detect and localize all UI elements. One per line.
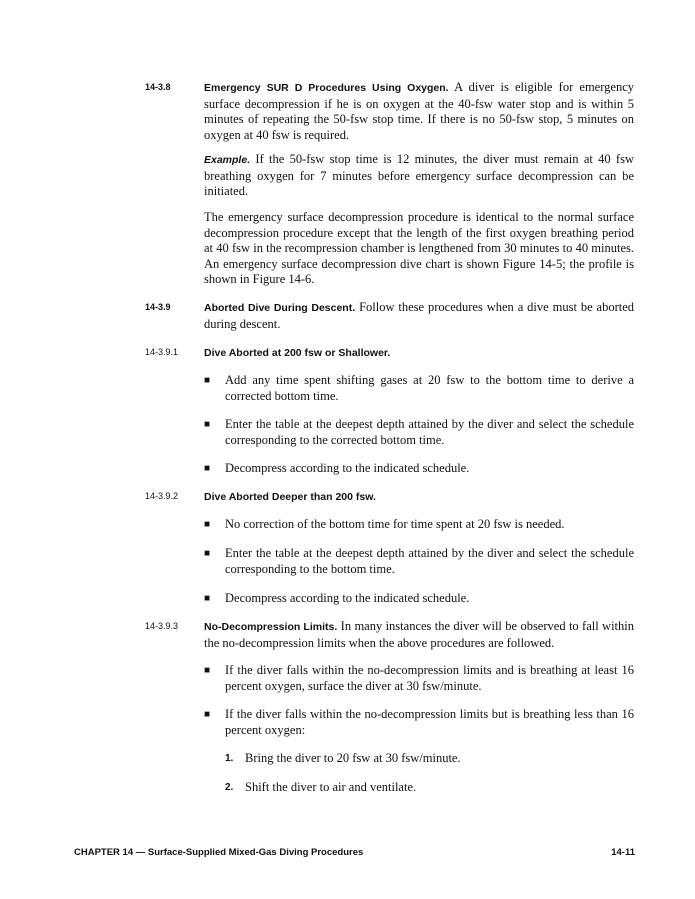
list-item: Add any time spent shifting gases at 20 fsw to the bottom time to derive a corrected bottom time. <box>225 373 634 403</box>
list-item: If the diver falls within the no-decompression limits but is breathing less than 16 percent oxygen: <box>225 707 634 737</box>
section-heading: Dive Aborted Deeper than 200 fsw. <box>204 491 376 503</box>
step-text: Shift the diver to air and ventilate. <box>245 780 417 794</box>
section-14-3-9-1-heading <box>204 345 634 362</box>
bullet-icon: ■ <box>204 463 211 474</box>
section-heading: Emergency SUR D Procedures Using Oxygen. <box>204 82 449 94</box>
list-item: Enter the table at the deepest depth attained by the diver and select the schedule corresponding to the bottom time. <box>225 546 634 576</box>
section-number-14-3-9-1: 14-3.9.1 <box>145 347 179 357</box>
example-label: Example. <box>204 154 251 166</box>
list-item: No correction of the bottom time for time spent at 20 fsw is needed. <box>225 517 565 531</box>
section-number-14-3-8: 14-3.8 <box>145 82 171 92</box>
bullet-icon: ■ <box>204 375 211 386</box>
list-item: Decompress according to the indicated schedule. <box>225 591 470 605</box>
section-14-3-8-paragraph <box>204 80 634 143</box>
list-item: If the diver falls within the no-decompression limits and is breathing at least 16 percent oxygen, surface the diver at 30 fsw/minute. <box>225 663 634 693</box>
step-number: 2. <box>225 782 234 793</box>
bullet-icon: ■ <box>204 593 211 604</box>
section-heading: Aborted Dive During Descent. <box>204 302 356 314</box>
bullet-icon: ■ <box>204 519 211 530</box>
section-14-3-9-2-heading <box>204 489 634 506</box>
step-number: 1. <box>225 753 234 764</box>
section-body: Follow these procedures when a dive must be aborted during descent. <box>204 300 635 331</box>
example-text: If the 50-fsw stop time is 12 minutes, the diver must remain at 40 fsw breathing oxygen for 7 minutes before emergency surface decompression can be initiated. <box>204 152 634 198</box>
list-item: Decompress according to the indicated schedule. <box>225 461 470 475</box>
section-heading: No-Decompression Limits. <box>204 621 338 633</box>
bullet-icon: ■ <box>204 548 211 559</box>
section-body: In many instances the diver will be observed to fall within the no-decompression limits when the above procedures are followed. <box>204 619 635 650</box>
section-heading: Dive Aborted at 200 fsw or Shallower. <box>204 347 391 359</box>
footer-chapter-title: CHAPTER 14 — Surface-Supplied Mixed-Gas Diving Procedures <box>74 847 364 858</box>
section-14-3-8-paragraph-2: The emergency surface decompression procedure is identical to the normal surface decompression procedure except that the length of the first oxygen breathing period at 40 fsw in the recompression chamber is lengthened from 30 minutes to 40 minutes. An emergency surface decompression dive chart is shown Figure 14-5; the profile is shown in Figure 14-6. <box>204 210 634 286</box>
section-14-3-9-paragraph <box>204 300 634 332</box>
footer-page-number: 14-11 <box>611 847 635 858</box>
section-14-3-9-3-paragraph <box>204 619 634 651</box>
list-item: Enter the table at the deepest depth attained by the diver and select the schedule corresponding to the corrected bottom time. <box>225 417 634 447</box>
section-body: A diver is eligible for emergency surface decompression if he is on oxygen at the 40-fsw water stop and is within 5 minutes of repeating the 50-fsw stop time. If there is no 50-fsw stop, 5 minutes on oxygen at 40 fsw is required. <box>204 80 635 142</box>
section-number-14-3-9-3: 14-3.9.3 <box>145 621 179 631</box>
section-number-14-3-9-2: 14-3.9.2 <box>145 491 179 501</box>
bullet-icon: ■ <box>204 665 211 676</box>
bullet-icon: ■ <box>204 709 211 720</box>
section-number-14-3-9: 14-3.9 <box>145 302 171 312</box>
step-text: Bring the diver to 20 fsw at 30 fsw/minute. <box>245 751 461 765</box>
example-paragraph <box>204 152 634 200</box>
bullet-icon: ■ <box>204 419 211 430</box>
